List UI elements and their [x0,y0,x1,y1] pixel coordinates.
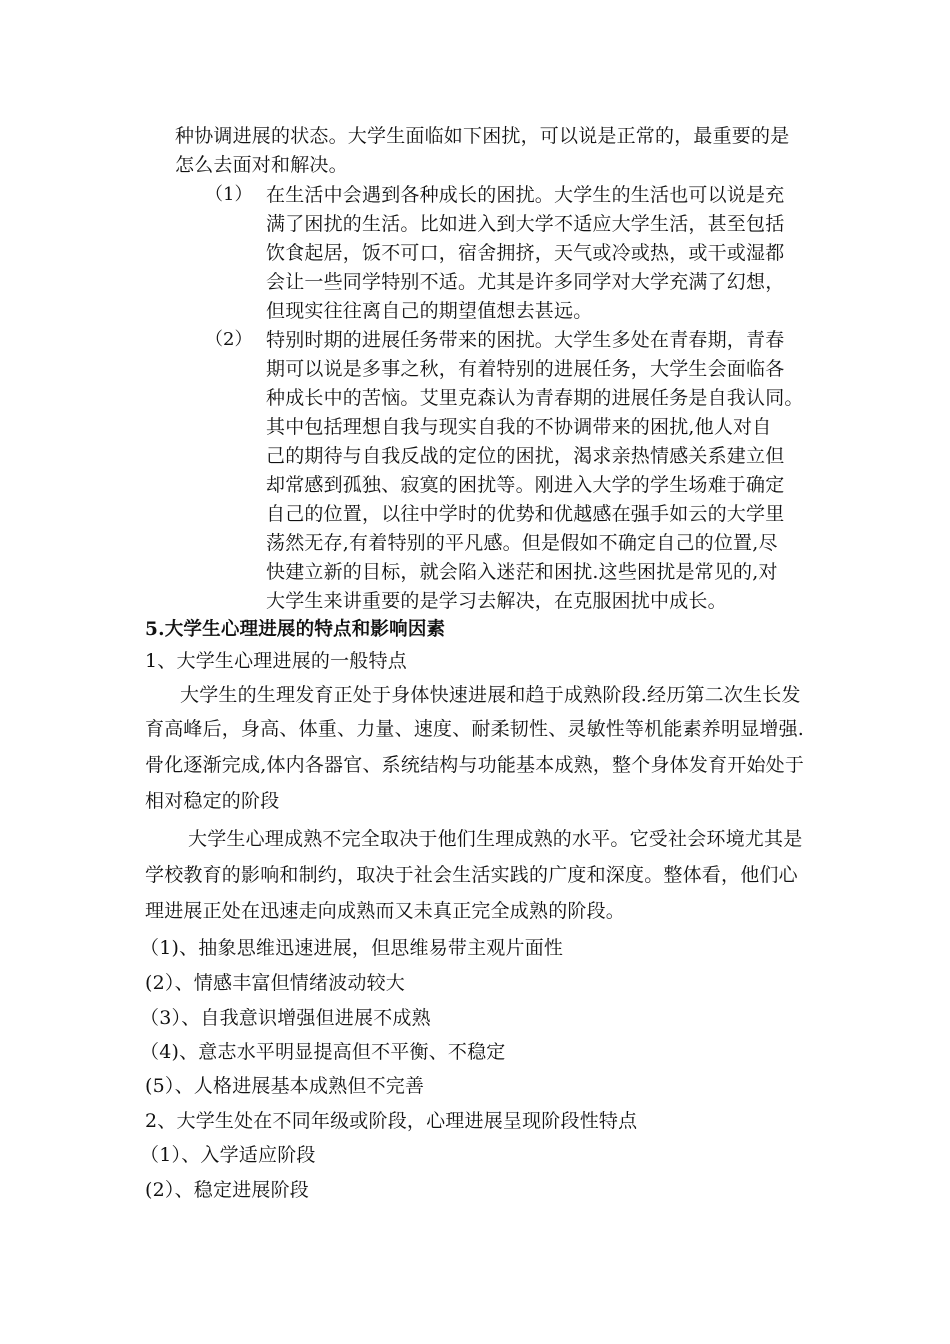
item-line: 却常感到孤独、寂寞的困扰等。刚进入大学的学生场难于确定 [266,474,785,496]
item-line: 快建立新的目标，就会陷入迷茫和困扰.这些困扰是常见的,对 [266,561,778,583]
item-line: 会让一些同学特别不适。尤其是许多同学对大学充满了幻想， [266,271,785,293]
paragraph-line: 育高峰后，身高、体重、力量、速度、耐柔韧性、灵敏性等机能素养明显增强. [145,718,805,740]
item-line: 自己的位置，以往中学时的优势和优越感在强手如云的大学里 [266,503,785,525]
stage-item: （1）、入学适应阶段 [140,1144,316,1166]
paragraph-line: 大学生的生理发育正处于身体快速进展和趋于成熟阶段.经历第二次生长发 [180,684,801,706]
feature-item: (5）、人格进展基本成熟但不完善 [145,1075,425,1097]
paragraph-line: 大学生心理成熟不完全取决于他们生理成熟的水平。它受社会环境尤其是 [188,828,803,850]
item-line: 己的期待与自我反战的定位的困扰，渴求亲热情感关系建立但 [266,445,785,467]
item-line: 其中包括理想自我与现实自我的不协调带来的困扰,他人对自 [266,416,772,438]
subheading: 2、大学生处在不同年级或阶段，心理进展呈现阶段性特点 [145,1110,638,1132]
subheading: 1、大学生心理进展的一般特点 [145,650,407,672]
item-line: 期可以说是多事之秋，有着特别的进展任务，大学生会面临各 [266,358,785,380]
section-heading: 5.大学生心理进展的特点和影响因素 [145,619,446,640]
feature-item: （3）、自我意识增强但进展不成熟 [140,1007,431,1029]
feature-item: （1)、抽象思维迅速进展，但思维易带主观片面性 [140,937,564,959]
item-number: （1） [205,184,253,205]
stage-item: (2）、稳定进展阶段 [145,1179,310,1201]
feature-item: （4)、意志水平明显提高但不平衡、不稳定 [140,1041,506,1063]
paragraph-line: 相对稳定的阶段 [145,790,280,812]
item-line: 但现实往往离自己的期望值想去甚远。 [266,300,593,322]
item-line: 饮食起居，饭不可口，宿舍拥挤，天气或冷或热，或干或湿都 [266,242,785,264]
item-number: （2） [205,329,253,350]
paragraph-line: 理进展正处在迅速走向成熟而又未真正完全成熟的阶段。 [145,900,626,922]
item-line: 荡然无存,有着特别的平凡感。但是假如不确定自己的位置,尽 [266,532,778,554]
item-line: 满了困扰的生活。比如进入到大学不适应大学生活，甚至包括 [266,213,785,235]
item-line: 在生活中会遇到各种成长的困扰。大学生的生活也可以说是充 [266,184,785,206]
paragraph-line: 学校教育的影响和制约，取决于社会生活实践的广度和深度。整体看，他们心 [145,864,798,886]
item-line: 种成长中的苦恼。艾里克森认为青春期的进展任务是自我认同。 [266,387,804,409]
paragraph-line: 骨化逐渐完成,体内各器官、系统结构与功能基本成熟，整个身体发育开始处于 [145,754,805,776]
feature-item: (2）、情感丰富但情绪波动较大 [145,972,406,994]
intro-line: 怎么去面对和解决。 [175,154,348,176]
intro-line: 种协调进展的状态。大学生面临如下困扰，可以说是正常的，最重要的是 [175,125,790,147]
item-line: 大学生来讲重要的是学习去解决，在克服困扰中成长。 [266,590,727,612]
item-line: 特别时期的进展任务带来的困扰。大学生多处在青春期，青春 [266,329,785,351]
